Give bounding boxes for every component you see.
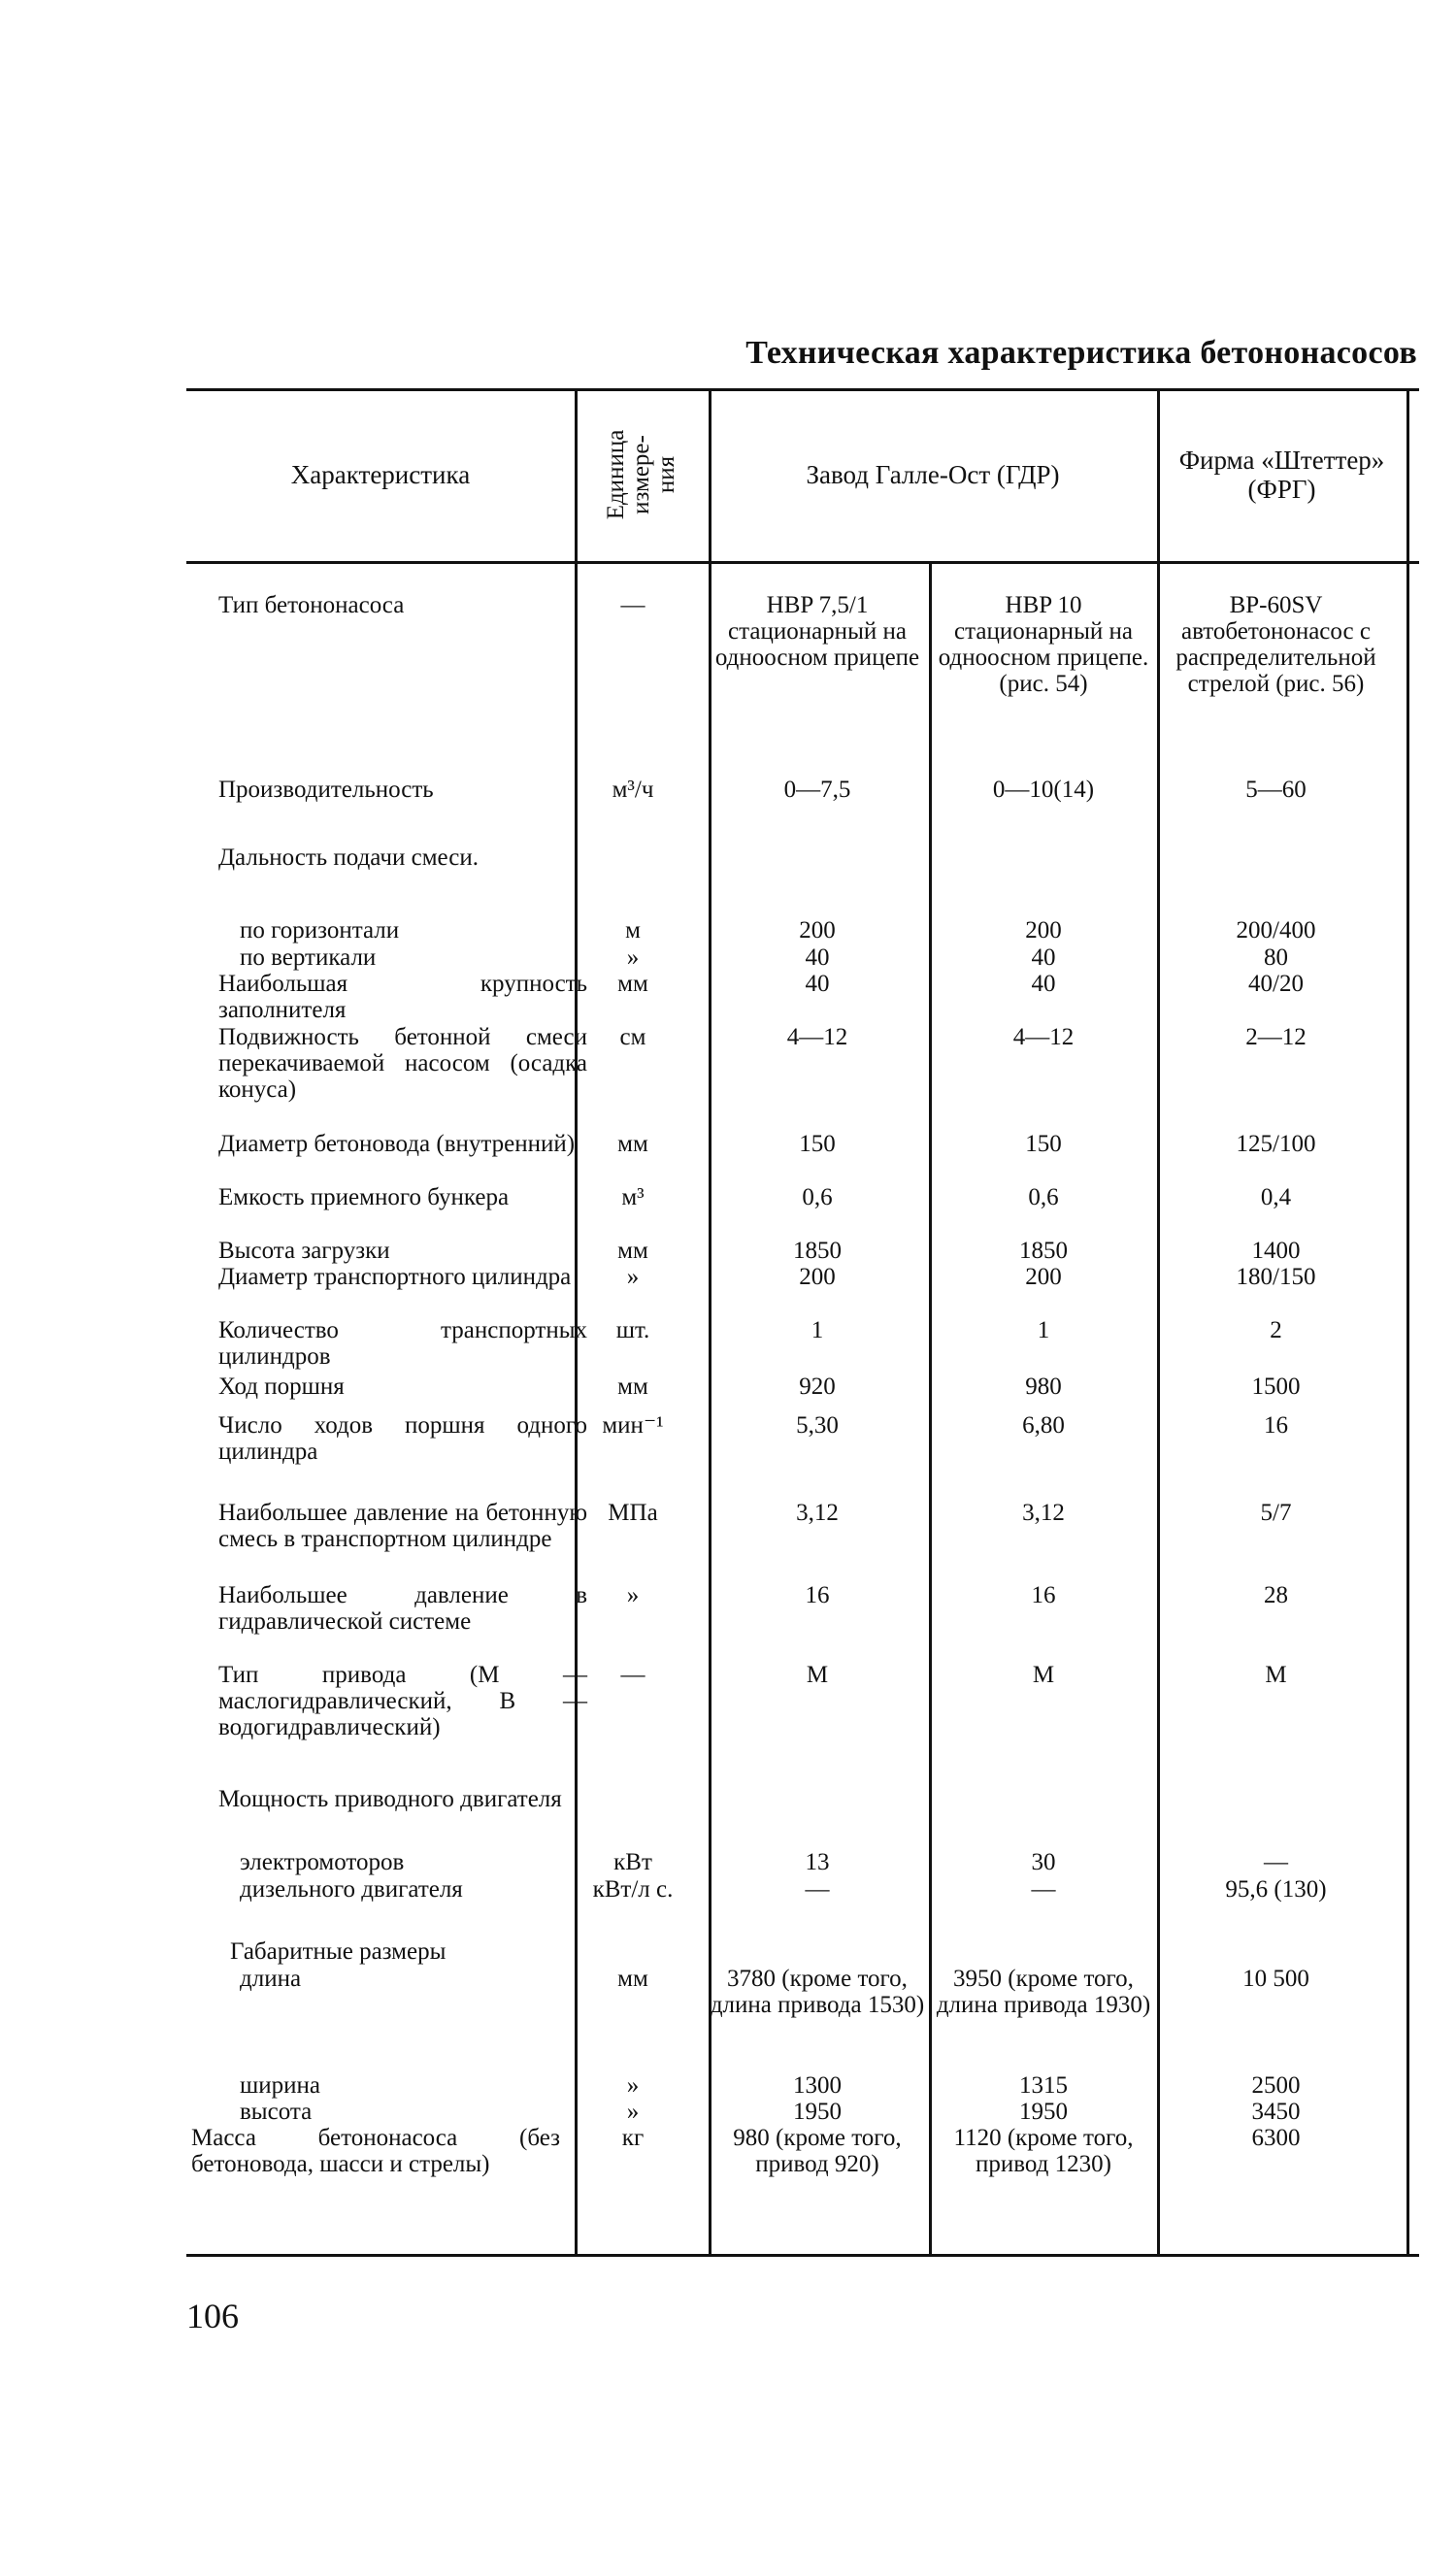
cell-hbp75: 1	[811, 1317, 824, 1343]
cell-characteristic: Наибольшее давление на бетонную смесь в транспортном цилиндре	[218, 1500, 587, 1552]
cell-unit: »	[626, 2099, 640, 2125]
cell-hbp10: 16	[1031, 1582, 1056, 1608]
cell-unit: кг	[621, 2125, 645, 2151]
cell-hbp10: 1850	[1019, 1238, 1068, 1264]
header-characteristic: Характеристика	[290, 460, 471, 489]
cell-hbp75: 40	[805, 971, 830, 997]
cell-bp60sv: 5—60	[1245, 777, 1307, 803]
cell-characteristic: Число ходов поршня одного цилиндра	[218, 1412, 587, 1465]
spec-table	[186, 388, 1419, 2257]
table-bottom-rule	[186, 2254, 1419, 2257]
header-bottom-rule	[186, 561, 1419, 564]
cell-hbp75: 40	[805, 944, 830, 971]
cell-hbp10: 0,6	[1028, 1184, 1059, 1210]
cell-hbp10: 200	[1025, 1264, 1062, 1290]
cell-characteristic: Емкость приемного бункера	[218, 1184, 510, 1210]
cell-hbp10: 150	[1025, 1131, 1062, 1157]
cell-hbp75: 1950	[793, 2099, 842, 2125]
cell-unit: мм	[617, 1966, 648, 1992]
cell-hbp75: 13	[805, 1849, 830, 1875]
cell-bp60sv: 28	[1264, 1582, 1288, 1608]
cell-unit: »	[626, 1264, 640, 1290]
cell-unit: »	[626, 2072, 640, 2099]
cell-bp60sv: 80	[1264, 944, 1288, 971]
cell-characteristic: ширина	[240, 2072, 320, 2099]
cell-hbp75: 16	[805, 1582, 830, 1608]
cell-bp60sv: 1400	[1251, 1238, 1301, 1264]
cell-characteristic: Тип бетононасоса	[218, 592, 405, 618]
cell-hbp10: 4—12	[1012, 1024, 1075, 1050]
cell-bp60sv: 5/7	[1260, 1500, 1292, 1526]
cell-bp60sv: 0,4	[1260, 1184, 1292, 1210]
cell-hbp75: 980 (кроме того, привод 920)	[733, 2125, 902, 2177]
cell-unit: »	[626, 1582, 640, 1608]
cell-characteristic: Дальность подачи смеси.	[218, 844, 479, 871]
cell-hbp10: 6,80	[1022, 1412, 1065, 1439]
cell-hbp75: 1300	[793, 2072, 842, 2099]
cell-unit: мин⁻¹	[602, 1412, 664, 1439]
cell-bp60sv: М	[1265, 1662, 1287, 1688]
header-group-frg: Фирма «Штеттер» (ФРГ)	[1178, 446, 1385, 504]
cell-unit: м	[625, 917, 641, 943]
cell-characteristic: Количество транспортных цилиндров	[218, 1317, 587, 1370]
cell-unit: мм	[617, 1131, 648, 1157]
cell-hbp10: М	[1032, 1662, 1055, 1688]
col-divider	[1157, 388, 1160, 2257]
cell-characteristic: по вертикали	[240, 944, 377, 971]
cell-characteristic: по горизонтали	[240, 917, 400, 943]
cell-hbp10: 1120 (кроме того, привод 1230)	[953, 2125, 1134, 2177]
cell-hbp75: 1850	[793, 1238, 842, 1264]
cell-characteristic: Мощность приводного двигателя	[218, 1786, 562, 1812]
cell-hbp75: 4—12	[786, 1024, 848, 1050]
cell-bp60sv: 180/150	[1236, 1264, 1316, 1290]
cell-hbp75: 200	[799, 917, 836, 943]
cell-bp60sv: 16	[1264, 1412, 1288, 1439]
cell-unit: »	[626, 944, 640, 971]
cell-hbp10: 40	[1031, 944, 1056, 971]
cell-unit: кВт	[613, 1849, 652, 1875]
cell-unit: м³	[621, 1184, 645, 1210]
cell-characteristic: Тип привода (М — маслогидравлический, В — водогидравлический)	[218, 1662, 587, 1740]
cell-bp60sv: —	[1264, 1849, 1288, 1875]
cell-unit: см	[619, 1024, 646, 1050]
cell-bp60sv: 2—12	[1245, 1024, 1307, 1050]
cell-hbp75: 0—7,5	[783, 777, 851, 803]
cell-hbp10: 980	[1025, 1374, 1062, 1400]
cell-characteristic: Высота загрузки	[218, 1238, 390, 1264]
cell-characteristic: Ход поршня	[218, 1374, 345, 1400]
cell-hbp10: 40	[1031, 971, 1056, 997]
cell-unit: —	[620, 592, 645, 618]
page-number: 106	[186, 2297, 239, 2335]
cell-hbp10: 0—10(14)	[992, 777, 1095, 803]
cell-characteristic: длина	[240, 1966, 302, 1992]
header-unit	[575, 388, 709, 561]
cell-unit: кВт/л с.	[592, 1876, 674, 1903]
cell-bp60sv: 3450	[1251, 2099, 1301, 2125]
cell-bp60sv: 40/20	[1248, 971, 1304, 997]
cell-characteristic: высота	[240, 2099, 313, 2125]
cell-hbp75: 3,12	[796, 1500, 839, 1526]
cell-hbp10: —	[1031, 1876, 1056, 1903]
cell-unit: м³/ч	[612, 777, 654, 803]
cell-hbp10: 1315	[1019, 2072, 1068, 2099]
cell-hbp10: HBP 10 стационарный на одноосном прицепе. (рис. 54)	[938, 592, 1149, 697]
cell-characteristic: Диаметр бетоновода (внутренний)	[218, 1131, 576, 1157]
cell-hbp75: 5,30	[796, 1412, 839, 1439]
cell-hbp75: 920	[799, 1374, 836, 1400]
cell-bp60sv: 6300	[1251, 2125, 1301, 2151]
cell-hbp10: 3,12	[1022, 1500, 1065, 1526]
cell-unit: мм	[617, 1374, 648, 1400]
cell-characteristic: Габаритные размеры	[230, 1938, 447, 1965]
cell-unit: мм	[617, 1238, 648, 1264]
cell-hbp10: 3950 (кроме того, длина привода 1930)	[936, 1966, 1151, 2018]
cell-characteristic: Подвижность бетонной смеси перекачиваемой насосом (осадка конуса)	[218, 1024, 587, 1103]
cell-characteristic: Наибольшая крупность заполнителя	[218, 971, 587, 1023]
col-divider	[1406, 388, 1409, 2257]
cell-characteristic: дизельного двигателя	[240, 1876, 463, 1903]
cell-unit: —	[620, 1662, 645, 1688]
cell-hbp75: 150	[799, 1131, 836, 1157]
cell-hbp75: 0,6	[802, 1184, 833, 1210]
cell-characteristic: Масса бетононасоса (без бетоновода, шасси и стрелы)	[191, 2125, 560, 2177]
cell-hbp75: —	[805, 1876, 830, 1903]
cell-hbp75: HBP 7,5/1 стационарный на одноосном прицепе	[714, 592, 920, 671]
cell-bp60sv: 2500	[1251, 2072, 1301, 2099]
cell-bp60sv: 95,6 (130)	[1225, 1876, 1327, 1903]
header-group-gdr: Завод Галле-Ост (ГДР)	[806, 460, 1060, 489]
cell-hbp10: 200	[1025, 917, 1062, 943]
cell-bp60sv: 200/400	[1236, 917, 1316, 943]
table-title: Техническая характеристика бетононасосов	[745, 335, 1417, 371]
cell-bp60sv: 125/100	[1236, 1131, 1316, 1157]
cell-characteristic: Производительность	[218, 777, 434, 803]
cell-unit: МПа	[608, 1500, 658, 1526]
cell-hbp75: 200	[799, 1264, 836, 1290]
cell-bp60sv: 10 500	[1242, 1966, 1309, 1992]
header-unit-label: Единица измере- ния	[603, 429, 679, 520]
cell-characteristic: электромоторов	[240, 1849, 405, 1875]
cell-hbp75: М	[806, 1662, 829, 1688]
cell-characteristic: Наибольшее давление в гидравлической системе	[218, 1582, 587, 1635]
cell-hbp75: 3780 (кроме того, длина привода 1530)	[710, 1966, 925, 2018]
cell-unit: мм	[617, 971, 648, 997]
cell-bp60sv: 2	[1270, 1317, 1282, 1343]
cell-characteristic: Диаметр транспортного цилиндра	[218, 1264, 572, 1290]
cell-bp60sv: BP-60SV автобетононасос с распределительной стрелой (рис. 56)	[1175, 592, 1376, 697]
cell-unit: шт.	[615, 1317, 650, 1343]
cell-hbp10: 1	[1037, 1317, 1050, 1343]
cell-hbp10: 1950	[1019, 2099, 1068, 2125]
cell-hbp10: 30	[1031, 1849, 1056, 1875]
cell-bp60sv: 1500	[1251, 1374, 1301, 1400]
